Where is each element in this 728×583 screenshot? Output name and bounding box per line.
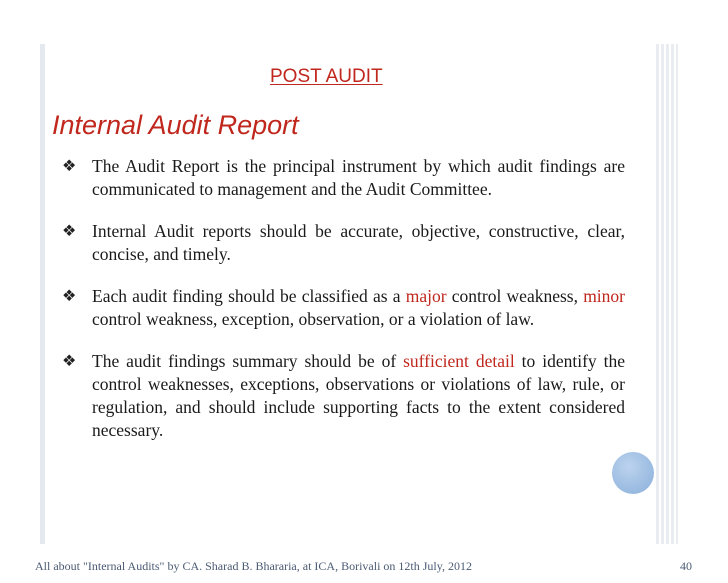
bullet-list	[62, 155, 625, 461]
bullet-text	[92, 220, 625, 266]
bullet-text-part: Internal Audit reports should be accurate, objective, constructive, clear, concise, and timely.	[92, 221, 625, 264]
bullet-text-part: control weakness, exception, observation, or a violation of law.	[92, 309, 535, 329]
diamond-bullet-icon: ❖	[62, 353, 77, 370]
bullet-text	[92, 350, 625, 442]
diamond-bullet-icon: ❖	[62, 288, 77, 305]
right-striped-decoration	[656, 44, 678, 544]
bullet-text	[92, 285, 625, 331]
bullet-text-part: Each audit finding should be classified as a	[92, 286, 406, 306]
bullet-item	[62, 350, 625, 442]
highlighted-term: sufficient detail	[403, 351, 515, 371]
slide-top-title: POST AUDIT	[270, 66, 383, 87]
diamond-bullet-icon: ❖	[62, 223, 77, 240]
section-title: Internal Audit Report	[52, 110, 299, 140]
bullet-text-part: The Audit Report is the principal instrument by which audit findings are communicated to management and the Audit Committee.	[92, 156, 625, 199]
footer-text: All about "Internal Audits" by CA. Sharad B. Bhararia, at ICA, Borivali on 12th July, 2012	[35, 559, 472, 573]
bullet-text-part: control weakness,	[446, 286, 584, 306]
highlighted-term: minor	[583, 286, 625, 306]
bullet-text-part: The audit findings summary should be of	[92, 351, 404, 371]
left-decorative-bar	[40, 44, 45, 544]
page-number: 40	[680, 559, 692, 573]
highlighted-term: major	[405, 286, 447, 306]
bullet-item	[62, 285, 625, 331]
diamond-bullet-icon: ❖	[62, 158, 77, 175]
bullet-item	[62, 220, 625, 266]
bullet-text	[92, 155, 625, 201]
bullet-item	[62, 155, 625, 201]
bullet-text-part: to identify the control weaknesses, exceptions, observations or violations of law, rule, or regulation, and should include supporting facts to the extent considered necessary.	[92, 351, 625, 440]
